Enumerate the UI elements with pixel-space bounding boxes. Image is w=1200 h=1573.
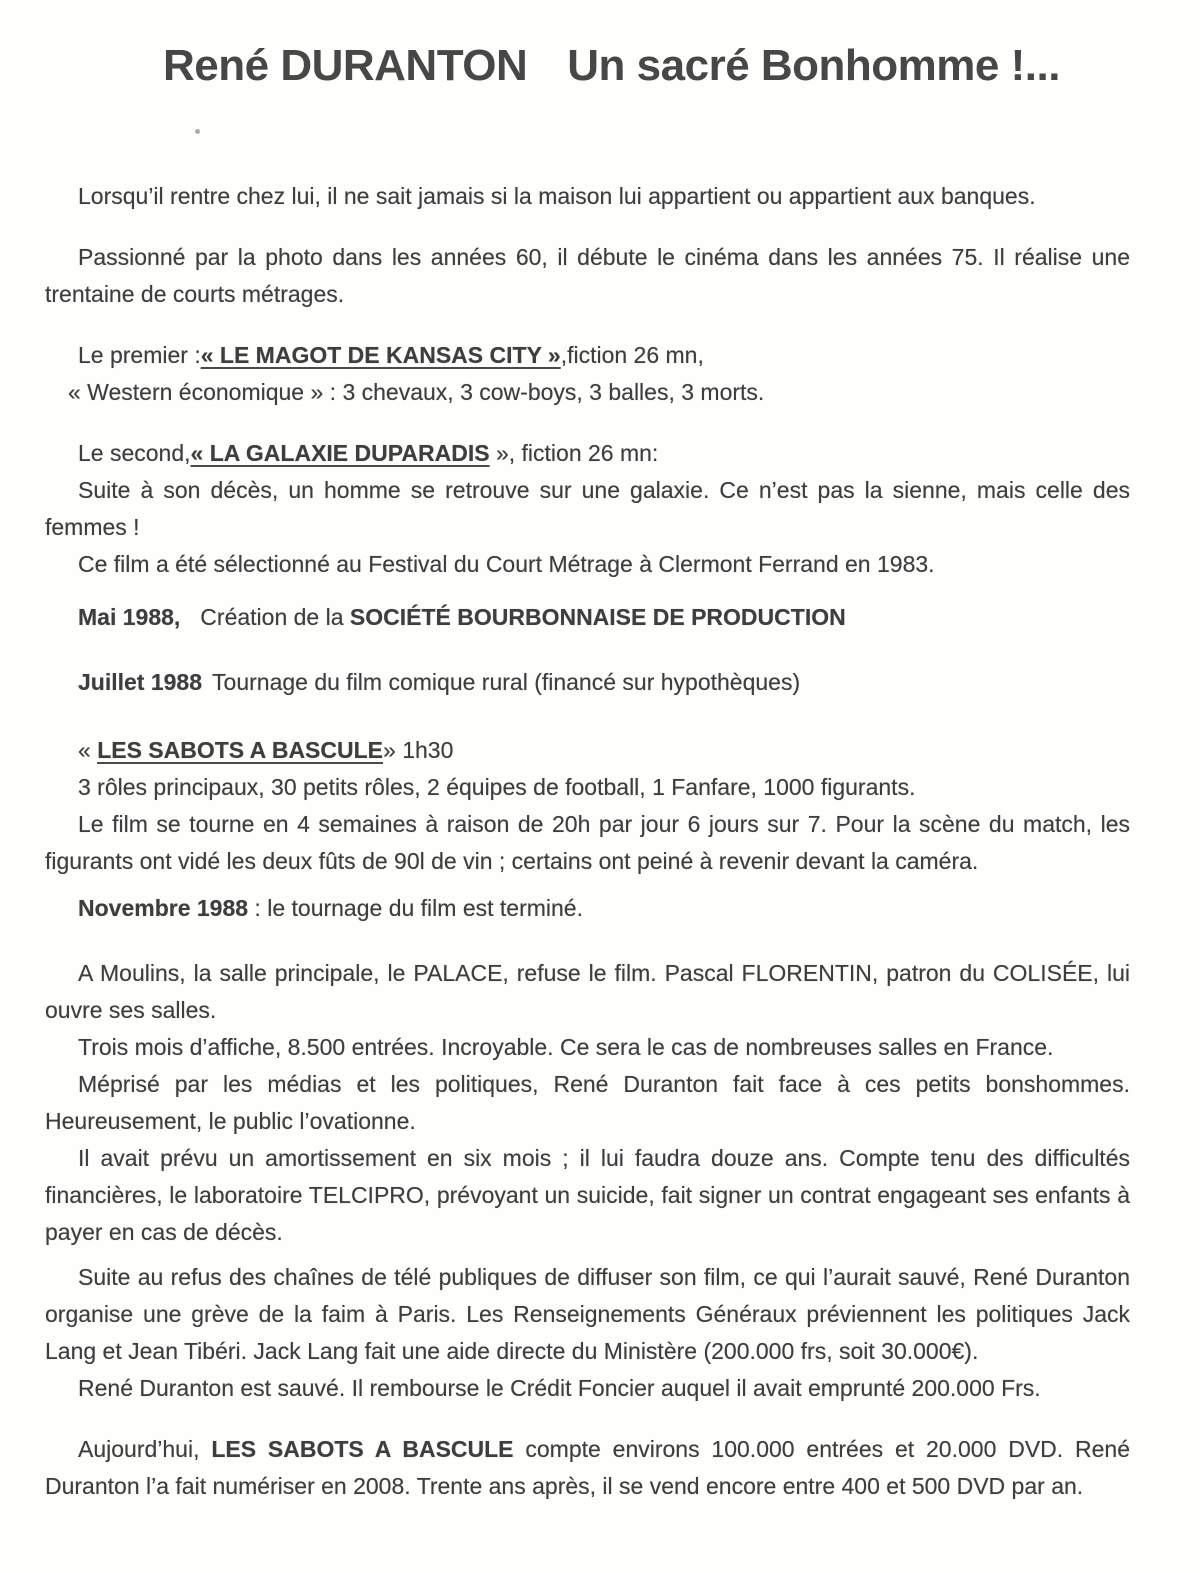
paragraph-mai-1988 (45, 599, 1130, 636)
paragraph-intro-2: Passionné par la photo dans les années 60, il débute le cinéma dans les années 75. Il réalise une trentaine de courts métrages. (45, 244, 1130, 307)
paragraph-amortissement: Il avait prévu un amortissement en six mois ; il lui faudra douze ans. Compte tenu des difficultés financières, le laboratoire TELCIPRO, prévoyant un suicide, fait signer un contrat engageant ses enfants à payer en cas de décès. (45, 1145, 1130, 1245)
sabots-open-quote: « (78, 737, 98, 763)
paragraph-sabots-casting: 3 rôles principaux, 30 petits rôles, 2 équipes de football, 1 Fanfare, 1000 figurants. (78, 774, 916, 800)
paragraph-moulins: A Moulins, la salle principale, le PALACE, refuse le film. Pascal FLORENTIN, patron du COLISÉE, lui ouvre ses salles. (45, 960, 1130, 1023)
paragraph-meprise: Méprisé par les médias et les politiques, René Duranton fait face à ces petits bonshommes. Heureusement, le public l’ovationne. (45, 1071, 1130, 1134)
mai-1988-date: Mai 1988, (78, 604, 181, 630)
paragraph-film2-title (45, 435, 1130, 472)
juillet-1988-text: Tournage du film comique rural (financé sur hypothèques) (212, 669, 801, 695)
paragraph-film1-title (45, 337, 1130, 374)
film1-title: « LE MAGOT DE KANSAS CITY » (200, 342, 561, 368)
aujourdhui-title: LES SABOTS A BASCULE (211, 1436, 514, 1462)
paragraph-sabots-shooting: Le film se tourne en 4 semaines à raison de 20h par jour 6 jours sur 7. Pour la scène du match, les figurants ont vidé les deux fûts de 90l de vin ; certains ont peiné à revenir devant la caméra. (45, 811, 1130, 874)
document-title (163, 40, 1130, 92)
sabots-title: LES SABOTS A BASCULE (97, 737, 384, 763)
mai-1988-text: Création de la (200, 604, 350, 630)
juillet-1988-date: Juillet 1988 (78, 669, 203, 695)
paragraph-film2-synopsis: Suite à son décès, un homme se retrouve sur une galaxie. Ce n’est pas la sienne, mais celle des femmes ! (45, 477, 1130, 540)
film2-prefix: Le second, (78, 440, 191, 466)
sabots-suffix: » 1h30 (383, 737, 454, 763)
film1-prefix: Le premier : (78, 342, 201, 368)
film2-suffix: », fiction 26 mn: (489, 440, 659, 466)
paragraph-sabots-title (45, 732, 1130, 769)
document-title-name: René DURANTON (163, 41, 528, 90)
paragraph-film2-festival: Ce film a été sélectionné au Festival du Court Métrage à Clermont Ferrand en 1983. (78, 551, 935, 577)
paragraph-novembre-1988 (45, 890, 1130, 927)
document-title-subtitle: Un sacré Bonhomme !... (567, 41, 1060, 90)
paragraph-sauve: René Duranton est sauvé. Il rembourse le Crédit Foncier auquel il avait emprunté 200.000 Frs. (78, 1375, 1041, 1401)
novembre-1988-text: : le tournage du film est terminé. (248, 895, 583, 921)
aujourdhui-prefix: Aujourd’hui, (78, 1436, 212, 1462)
mai-1988-company: SOCIÉTÉ BOURBONNAISE DE PRODUCTION (349, 604, 846, 630)
film2-title: « LA GALAXIE DUPARADIS (190, 440, 490, 466)
film1-suffix: ,fiction 26 mn, (560, 342, 704, 368)
paragraph-film1-tagline: « Western économique » : 3 chevaux, 3 cow-boys, 3 balles, 3 morts. (68, 379, 765, 405)
paragraph-greve: Suite au refus des chaînes de télé publiques de diffuser son film, ce qui l’aurait sauvé, René Duranton organise une grève de la faim à Paris. Les Renseignements Généraux préviennent les politiques Jack Lang et Jean Tibéri. Jack Lang fait une aide directe du Ministère (200.000 frs, soit 30.000€). (45, 1264, 1130, 1364)
scan-speck (195, 129, 200, 134)
paragraph-juillet-1988 (45, 664, 1130, 701)
paragraph-intro-1: Lorsqu’il rentre chez lui, il ne sait jamais si la maison lui appartient ou appartient aux banques. (78, 183, 1036, 209)
aujourdhui-suffix: compte environs 100.000 entrées et 20.000 DVD. René Duranton l’a fait numériser en 2008. Trente ans après, il se vend encore entre 400 et 500 DVD par an. (45, 1436, 1130, 1499)
novembre-1988-date: Novembre 1988 (78, 895, 249, 921)
paragraph-affiche: Trois mois d’affiche, 8.500 entrées. Incroyable. Ce sera le cas de nombreuses salles en France. (78, 1034, 1054, 1060)
paragraph-aujourdhui (45, 1431, 1130, 1505)
